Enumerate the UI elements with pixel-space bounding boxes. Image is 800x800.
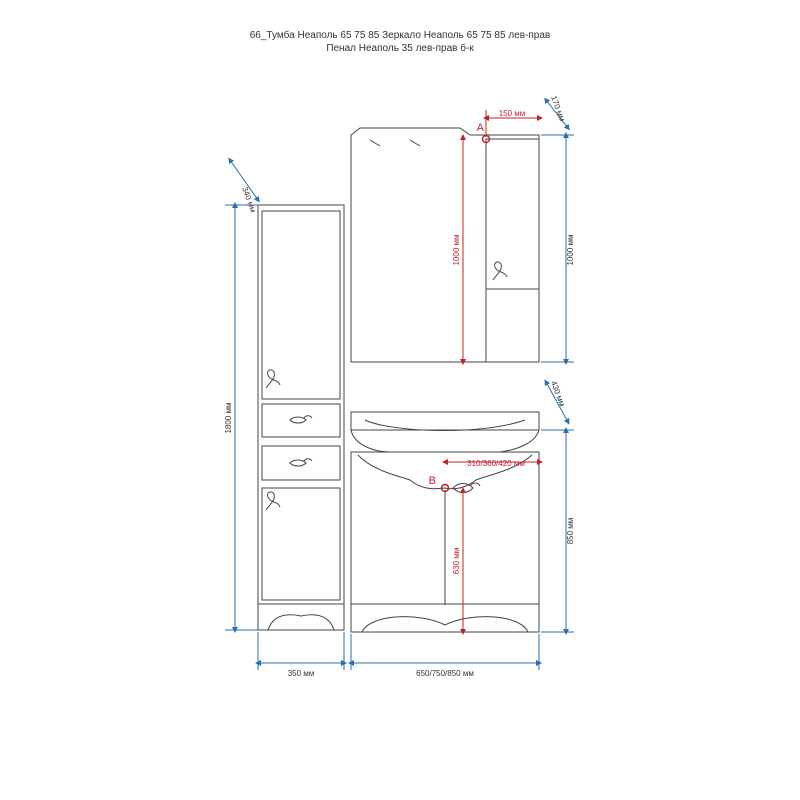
mirror-shelf-label: 150 мм bbox=[498, 109, 526, 118]
mirror-depth-label: 170 мм bbox=[549, 94, 567, 123]
title-line-2: Пенал Неаполь 35 лев-прав б-к bbox=[326, 43, 474, 54]
vanity-basin-inner bbox=[365, 420, 525, 431]
vanity-plinth bbox=[351, 604, 539, 632]
mirror-top-lights bbox=[370, 140, 420, 146]
penal-dimensions bbox=[225, 160, 344, 670]
vanity-width-label: 650/750/850 мм bbox=[416, 669, 474, 678]
penal-drawer-handle-1 bbox=[290, 416, 312, 423]
mirror-side-door bbox=[486, 139, 539, 289]
penal-height-label: 1800 мм bbox=[224, 402, 233, 434]
penal-drawer-handle-2 bbox=[290, 459, 312, 466]
vanity-cabinet bbox=[351, 412, 539, 632]
mirror-ornament bbox=[493, 262, 507, 280]
penal-lower-door bbox=[262, 488, 340, 600]
vanity-depth-label: 430 мм bbox=[549, 379, 567, 408]
vanity-ornament bbox=[453, 483, 480, 493]
mirror-inner-height-label: 1000 мм bbox=[452, 234, 461, 266]
mirror-height-label: 1000 мм bbox=[566, 234, 575, 266]
penal-ornament-upper bbox=[266, 370, 280, 388]
point-a-label: A bbox=[476, 122, 484, 134]
vanity-top-rim bbox=[351, 412, 539, 430]
title-line-1: 66_Тумба Неаполь 65 75 85 Зеркало Неаполь 65 75 85 лев-прав bbox=[249, 30, 551, 41]
penal-cabinet bbox=[258, 205, 344, 630]
penal-plinth bbox=[258, 604, 344, 630]
drain-height-label: 630 мм bbox=[452, 547, 461, 575]
penal-ornament-lower bbox=[266, 492, 280, 510]
drain-offset-label: 310/360/420 мм bbox=[467, 459, 525, 468]
penal-drawer-1 bbox=[262, 404, 340, 437]
penal-drawer-2 bbox=[262, 446, 340, 480]
mirror-body bbox=[351, 128, 539, 362]
penal-width-label: 350 мм bbox=[287, 669, 315, 678]
point-b-label: B bbox=[428, 475, 436, 487]
mirror-cabinet bbox=[351, 128, 539, 362]
penal-depth-label: 340 мм bbox=[240, 185, 258, 214]
vanity-basin-edge bbox=[351, 430, 539, 452]
vanity-height-label: 850 мм bbox=[566, 517, 575, 545]
